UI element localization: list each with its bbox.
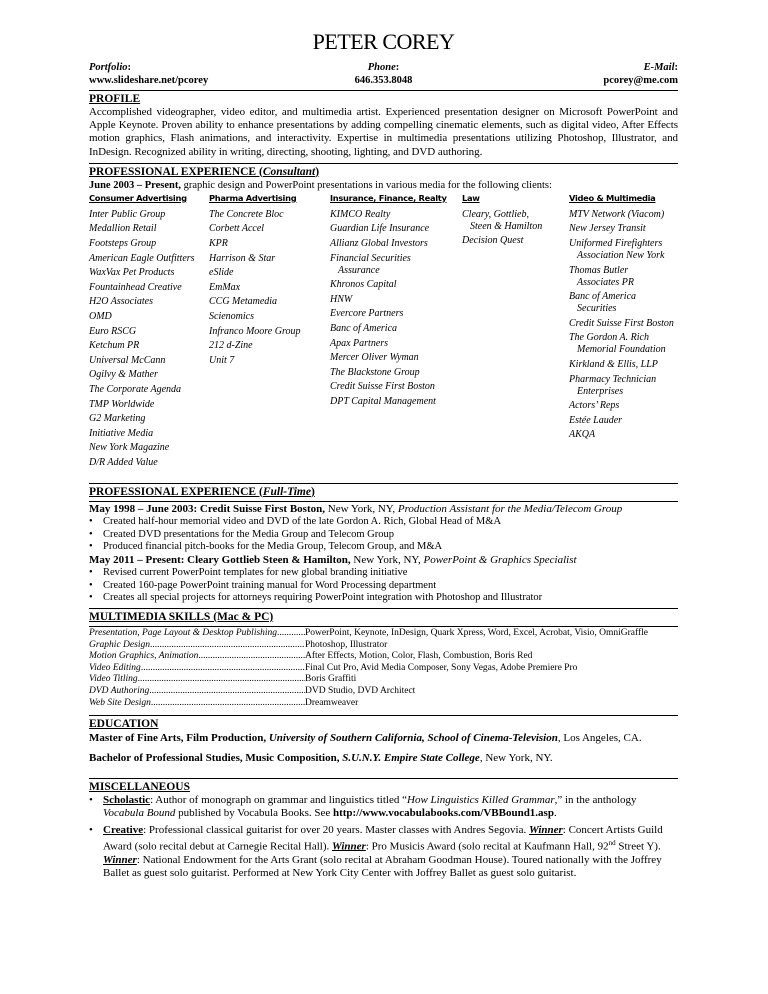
column-header: Insurance, Finance, Realty — [330, 192, 447, 203]
client-item: Harrison & Star — [209, 252, 276, 264]
phone-block: Phone: 646.353.8048 — [354, 62, 413, 86]
email-block: E-Mail: pcorey@me.com — [603, 62, 678, 86]
divider — [89, 715, 678, 716]
vocabula-link[interactable]: http://www.vocabulabooks.com/VBBound1.asp — [332, 807, 554, 820]
column-header: Pharma Advertising — [209, 192, 297, 203]
divider — [89, 608, 678, 609]
client-item: Footsteps Group — [89, 238, 157, 249]
client-item: Khronos Capital — [330, 279, 397, 291]
client-item: Banc of America — [569, 291, 637, 303]
job-2-bullet: • Created 160-page PowerPoint training manual for Word Processing department — [89, 580, 678, 593]
client-item: G2 Marketing — [89, 413, 146, 425]
client-item: KIMCO Realty — [330, 208, 391, 220]
client-item: Uniformed Firefighters — [569, 238, 663, 249]
skill-row: Web Site Design ..... Dreamweaver — [89, 698, 678, 710]
divider — [89, 778, 678, 779]
fulltime-heading: PROFESSIONAL EXPERIENCE (Full-Time) — [89, 485, 315, 498]
client-item: Memorial Foundation — [577, 344, 666, 356]
client-item: EmMax — [209, 281, 241, 293]
misc-heading: MISCELLANEOUS — [89, 781, 190, 794]
client-item: Securities — [577, 303, 617, 315]
job-2-bullet: • Creates all special projects for attorneys requiring PowerPoint integration with Photoshop and Illustrator — [89, 592, 678, 605]
client-item: Universal McCann — [89, 354, 166, 366]
client-item: Inter Public Group — [89, 208, 166, 220]
client-item: The Concrete Bloc — [209, 208, 284, 220]
skill-row: Motion Graphics, Animation ..... After Effects, Motion, Color, Flash, Combustion, Boris Red — [89, 651, 678, 663]
client-item: Assurance — [338, 264, 380, 276]
job-2-title: May 2011 – Present: Cleary Gottlieb Steen & Hamilton, New York, NY, PowerPoint & Graphics Specialist — [89, 553, 577, 566]
consultant-lead: June 2003 – Present, graphic design and PowerPoint presentations in various media for the following clients: — [89, 179, 552, 191]
divider — [89, 163, 678, 164]
client-item: Steen & Hamilton — [470, 220, 543, 232]
client-item: WaxVax Pet Products — [89, 267, 175, 279]
education-heading: EDUCATION — [89, 718, 159, 731]
skills-list — [89, 628, 678, 709]
client-item: Evercore Partners — [330, 308, 404, 320]
consultant-heading: PROFESSIONAL EXPERIENCE (Consultant) — [89, 165, 320, 178]
client-item: Thomas Butler — [569, 264, 629, 276]
client-item: American Eagle Outfitters — [89, 252, 195, 264]
column-header: Consumer Advertising — [89, 192, 187, 203]
client-item: Guardian Life Insurance — [330, 223, 430, 235]
client-item: Decision Quest — [462, 235, 524, 247]
client-item: Corbett Accel — [209, 223, 265, 235]
misc-scholastic: • Scholastic: Author of monograph on grammar and linguistics titled “How Linguistics Killed Grammar,” in the anthology Vocabula Bound published by Vocabula Books. See http://www.vocabulabooks.com/VBBound1.asp. — [89, 794, 678, 820]
divider — [89, 501, 678, 502]
client-item: Euro RSCG — [89, 325, 137, 337]
client-item: Credit Suisse First Boston — [330, 381, 435, 393]
client-item: Enterprises — [577, 385, 624, 397]
client-item: Credit Suisse First Boston — [569, 317, 674, 329]
portfolio-label: Portfolio — [89, 62, 128, 73]
education-line-2: Bachelor of Professional Studies, Music Composition, S.U.N.Y. Empire State College, New York, NY. — [89, 752, 553, 765]
email-label: E-Mail — [643, 62, 675, 73]
column-header: Video & Multimedia — [569, 192, 656, 203]
client-item: Pharmacy Technician — [569, 373, 657, 385]
client-column-finance — [330, 192, 447, 411]
skill-row: DVD Authoring ..... DVD Studio, DVD Architect — [89, 686, 678, 698]
divider — [89, 483, 678, 484]
divider — [89, 90, 678, 91]
client-column-video — [569, 192, 674, 444]
client-item: Association New York — [577, 250, 665, 261]
job-2-bullet: • Revised current PowerPoint templates for new global branding initiative — [89, 567, 678, 580]
client-item: HNW — [330, 293, 353, 305]
client-item: 212 d-Zine — [209, 340, 253, 352]
client-item: TMP Worldwide — [89, 398, 155, 410]
divider — [89, 626, 678, 627]
skill-row: Graphic Design ..... Photoshop, Illustrator — [89, 640, 678, 652]
client-column-pharma — [209, 192, 300, 370]
client-item: CCG Metamedia — [209, 296, 278, 308]
client-item: Unit 7 — [209, 354, 235, 366]
resume-name: PETER COREY — [312, 29, 455, 54]
client-item: The Gordon A. Rich — [569, 332, 649, 344]
client-item: The Corporate Agenda — [89, 383, 182, 395]
client-item: H2O Associates — [89, 296, 153, 308]
skill-row: Video Editing ..... Final Cut Pro, Avid Media Composer, Sony Vegas, Adobe Premiere Pro — [89, 663, 678, 675]
client-item: Financial Securities — [330, 252, 411, 264]
client-item: OMD — [89, 310, 112, 322]
client-item: The Blackstone Group — [330, 366, 420, 378]
phone-label: Phone — [367, 62, 396, 73]
client-item: KPR — [209, 238, 228, 249]
client-item: Medallion Retail — [89, 223, 157, 235]
client-item: Initiative Media — [89, 427, 154, 439]
client-item: Estée Lauder — [569, 414, 623, 426]
job-1-bullet: • Produced financial pitch-books for the Media Group, Telecom Group, and M&A — [89, 541, 678, 554]
client-item: Associates PR — [577, 276, 634, 288]
clients-grid — [89, 192, 678, 480]
client-item: Kirkland & Ellis, LLP — [569, 358, 658, 370]
client-item: D/R Added Value — [89, 456, 158, 468]
resume-page — [89, 30, 678, 880]
profile-heading: PROFILE — [89, 93, 141, 105]
portfolio-block: Portfolio: www.slideshare.net/pcorey — [89, 62, 209, 86]
client-item: Ketchum PR — [89, 340, 140, 352]
education-line-1: Master of Fine Arts, Film Production, University of Southern California, School of Cinema-Television, Los Angeles, CA. — [89, 732, 642, 745]
client-item: Fountainhead Creative — [89, 281, 182, 293]
skills-heading: MULTIMEDIA SKILLS (Mac & PC) — [89, 611, 274, 624]
client-item: eSlide — [209, 267, 234, 279]
client-column-consumer — [89, 192, 195, 472]
portfolio-link[interactable]: www.slideshare.net/pcorey — [89, 75, 209, 86]
email-link[interactable]: pcorey@me.com — [603, 75, 678, 86]
skill-row: Video Titling ..... Boris Graffiti — [89, 674, 678, 686]
client-item: Banc of America — [330, 322, 398, 334]
client-item: Ogilvy & Mather — [89, 369, 158, 381]
job-1-title: May 1998 – June 2003: Credit Suisse First Boston, New York, NY, Production Assistant for the Media/Telecom Group — [89, 502, 623, 515]
skill-row: Presentation, Page Layout & Desktop Publishing ..... PowerPoint, Keynote, InDesign, Quark Xpress, Word, Excel, Acrobat, Visio, OmniGraffle — [89, 628, 678, 640]
client-item: MTV Network (Viacom) — [569, 208, 665, 220]
phone-value: 646.353.8048 — [354, 75, 413, 86]
client-item: New Jersey Transit — [569, 223, 646, 235]
client-item: Infranco Moore Group — [209, 325, 301, 337]
client-item: Allianz Global Investors — [330, 238, 428, 249]
client-item: AKQA — [569, 429, 596, 441]
client-item: DPT Capital Management — [330, 395, 436, 407]
profile-text: Accomplished videographer, video editor, and multimedia artist. Experienced presentation designer on Microsoft PowerPoint and Apple Keynote. Proven ability to enhance presentations by adding compelling cinematic elements, such as digital video, After Effects motion graphics, Flash animations, and interactivity. Expertise in multimedia presentations utilizing Photoshop, Illustrator, and InDesign. Recognized ability in writing, directing, shooting, lighting, and DVD authoring. — [89, 106, 678, 158]
client-item: Mercer Oliver Wyman — [330, 352, 419, 364]
client-item: Apax Partners — [330, 337, 389, 349]
client-item: New York Magazine — [89, 442, 170, 454]
client-item: Actors’ Reps — [569, 400, 620, 412]
client-item: Cleary, Gottlieb, — [462, 208, 529, 220]
job-1-bullet: • Created DVD presentations for the Media Group and Telecom Group — [89, 529, 678, 542]
client-item: Scienomics — [209, 310, 254, 322]
contact-row — [89, 61, 678, 87]
job-1-bullet: • Created half-hour memorial video and DVD of the late Gordon A. Rich, Global Head of M&A — [89, 516, 678, 529]
misc-creative: • Creative: Professional classical guitarist for over 20 years. Master classes with Andres Segovia. Winner: Concert Artists Guild Award (solo recital debut at Carnegie Recital Hall). Winner: Pro Musicis Award (solo recital at Kaufmann Hall, 92nd Street Y). Winner: National Endowment for the Arts Grant (solo recital at Abraham Goodman House). Toured nationally with the Joffrey Ballet as guest solo guitarist. Performed at New York City Center with Joffrey Ballet as guest solo guitarist. — [89, 824, 678, 880]
client-column-law — [462, 192, 542, 250]
column-header: Law — [462, 192, 480, 203]
